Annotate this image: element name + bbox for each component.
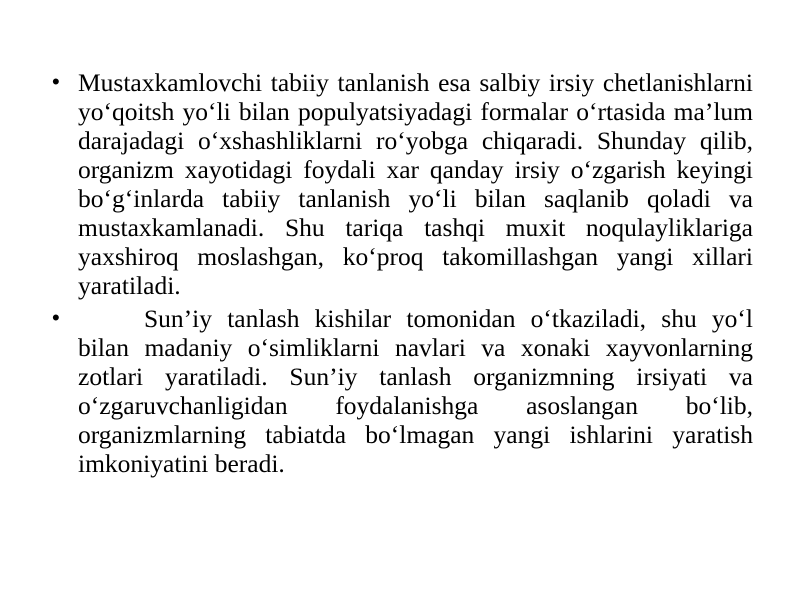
bullet-item-2 xyxy=(48,304,753,478)
bullet-text-2-content: Sun’iy tanlash kishilar tomonidan o‘tkaziladi, shu yo‘l bilan madaniy o‘simliklarni navlari va xonaki xayvonlarning zotlari yaratiladi. Sun’iy tanlash organizmning irsiyati va o‘zgaruvchanligidan foydalanishga asoslangan bo‘lib, organizmlarning tabiatda bo‘lmagan yangi ishlarini yaratish imkoniyatini beradi. xyxy=(78,304,753,478)
bullet-dot-icon: • xyxy=(52,305,60,330)
bullet-dot-icon: • xyxy=(52,69,60,94)
bullet-text-1: Mustaxkamlovchi tabiiy tanlanish esa salbiy irsiy chetlanishlarni yo‘qoitsh yo‘li bilan populyatsiyadagi formalar o‘rtasida ma’lum darajadagi o‘xshashliklarni ro‘yobga chiqaradi. Shunday qilib, organizm xayotidagi foydali xar qanday irsiy o‘zgarish keyingi bo‘g‘inlarda tabiiy tanlanish yo‘li bilan saqlanib qoladi va mustaxkamlanadi. Shu tariqa tashqi muxit noqulayliklariga yaxshiroq moslashgan, ko‘proq takomillashgan yangi xillari yaratiladi. xyxy=(78,68,753,300)
bullet-list xyxy=(48,68,753,482)
bullet-text-2 xyxy=(78,304,753,478)
bullet-item-1 xyxy=(48,68,753,300)
